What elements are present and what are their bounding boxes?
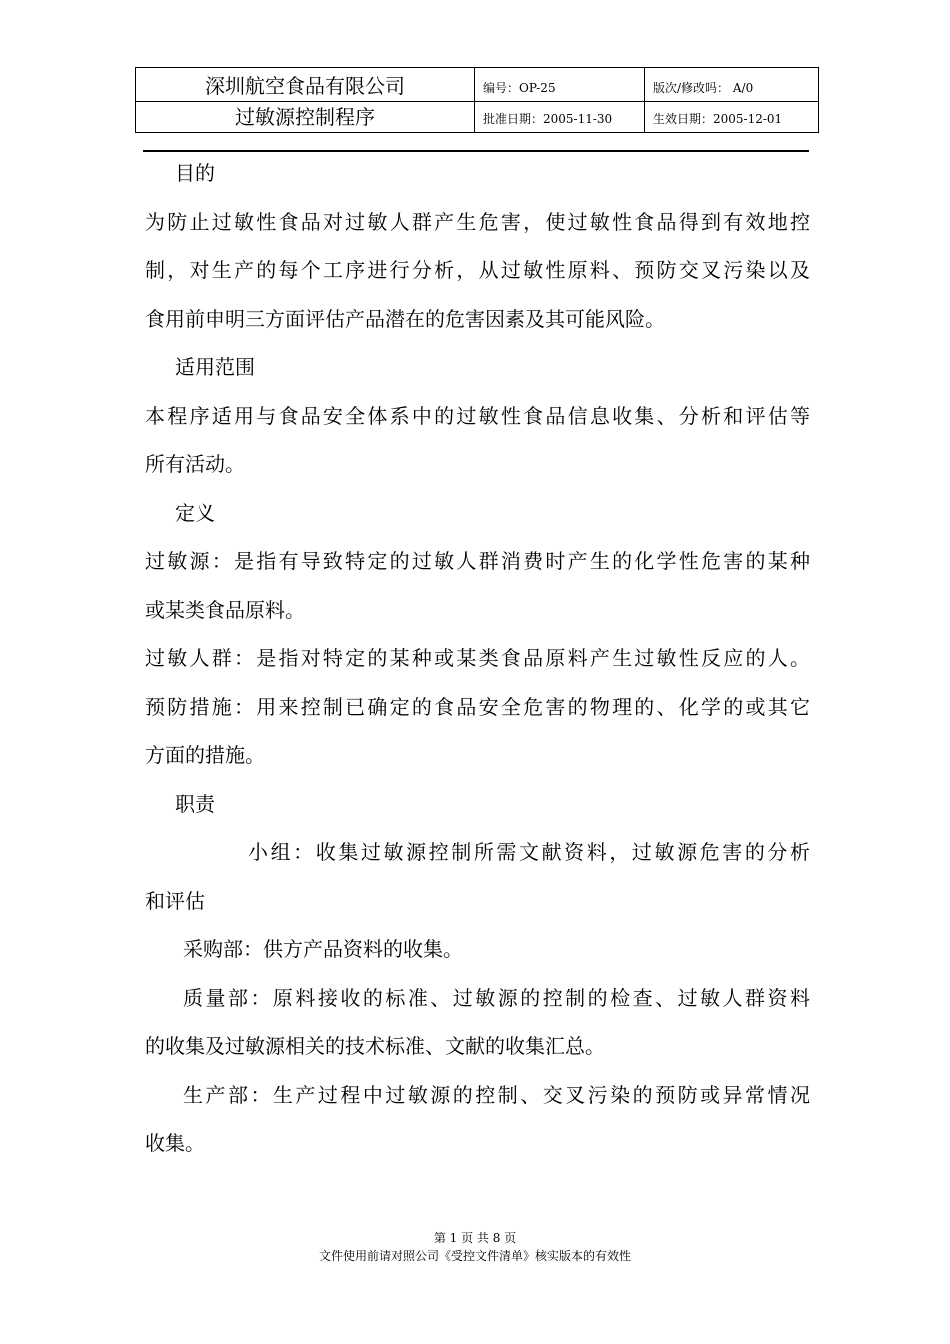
paragraph-line: 为防止过敏性食品对过敏人群产生危害，使过敏性食品得到有效地控 xyxy=(145,209,810,234)
paragraph-line: 的收集及过敏源相关的技术标准、文献的收集汇总。 xyxy=(145,1034,605,1058)
paragraph-line: 和评估 xyxy=(145,888,205,913)
paragraph-line: 所有活动。 xyxy=(145,452,245,476)
paragraph-line: 小组：收集过敏源控制所需文献资料，过敏源危害的分析 xyxy=(248,840,810,864)
paragraph-line: 采购部：供方产品资料的收集。 xyxy=(183,937,463,961)
document-header-table xyxy=(135,67,819,133)
section-heading-duties: 职责 xyxy=(175,791,215,816)
section-heading-purpose: 目的 xyxy=(175,161,215,185)
paragraph-line: 质量部：原料接收的标准、过敏源的控制的检查、过敏人群资料 xyxy=(183,985,810,1010)
version-revision: 版次/修改吗： A/0 xyxy=(645,68,819,102)
page-number: 第 1 页 共 8 页 xyxy=(433,1231,517,1245)
paragraph-line: 或某类食品原料。 xyxy=(145,597,305,622)
paragraph-line: 预防措施：用来控制已确定的食品安全危害的物理的、化学的或其它 xyxy=(145,694,810,719)
paragraph-line: 收集。 xyxy=(145,1131,205,1155)
approval-date: 批准日期：2005-11-30 xyxy=(475,102,645,133)
paragraph-line: 过敏源：是指有导致特定的过敏人群消费时产生的化学性危害的某种 xyxy=(145,549,810,573)
section-heading-definitions: 定义 xyxy=(175,500,215,525)
document-title: 过敏源控制程序 xyxy=(136,102,475,133)
section-heading-scope: 适用范围 xyxy=(175,355,255,379)
paragraph-line: 方面的措施。 xyxy=(145,743,265,767)
paragraph-line: 本程序适用与食品安全体系中的过敏性食品信息收集、分析和评估等 xyxy=(145,403,810,428)
footer-notice: 文件使用前请对照公司《受控文件清单》核实版本的有效性 xyxy=(318,1249,631,1263)
company-name: 深圳航空食品有限公司 xyxy=(136,68,475,102)
paragraph-line: 制，对生产的每个工序进行分析，从过敏性原料、预防交叉污染以及 xyxy=(145,258,810,282)
header-divider xyxy=(143,150,809,152)
document-code: 编号：OP-25 xyxy=(475,68,645,102)
paragraph-line: 生产部：生产过程中过敏源的控制、交叉污染的预防或异常情况 xyxy=(183,1082,810,1107)
paragraph-line: 食用前申明三方面评估产品潜在的危害因素及其可能风险。 xyxy=(145,306,665,331)
effective-date: 生效日期：2005-12-01 xyxy=(645,102,819,133)
paragraph-line: 过敏人群：是指对特定的某种或某类食品原料产生过敏性反应的人。 xyxy=(145,646,810,670)
document-body xyxy=(145,156,810,1175)
